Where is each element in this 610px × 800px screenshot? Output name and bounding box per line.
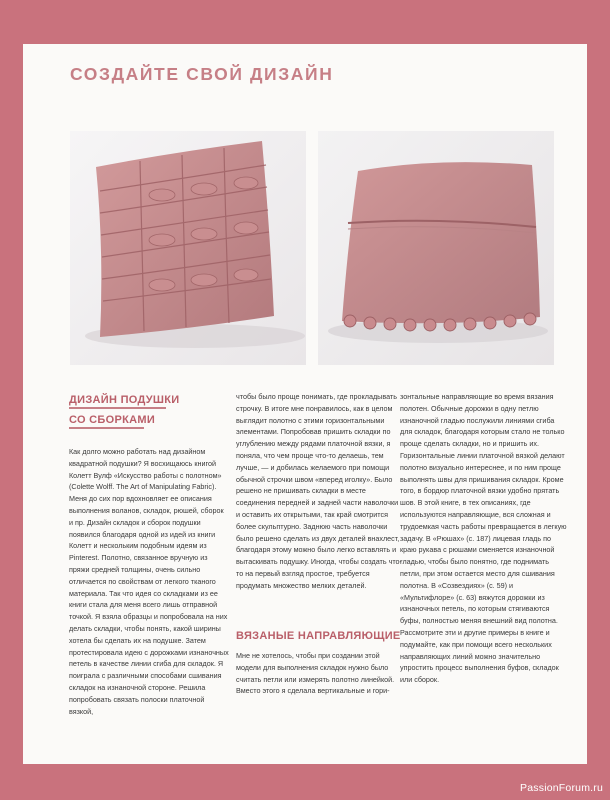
watermark: PassionForum.ru (520, 782, 603, 794)
page-title: СОЗДАЙТЕ СВОЙ ДИЗАЙН (70, 64, 334, 84)
column-2-text: чтобы было проще понимать, где прокладывать строчку. В итоге мне понравилось, как в целом выглядит полотно с этими горизонтальными элементами. Попробовав пришить складки по углублению между рядами платочной вязки, я поняла, что чем проще что-то делаешь, тем лучше, — и добилась желаемого при помощи обычной строчки швом «вперед иголку». Было решено не пришивать складки в месте соединения передней и задней части наволочки и оставить их открытыми, так край смотрится более скульптурно. Заднюю часть наволочки было решено сделать из двух деталей внахлест, благодаря этому можно было легко вставлять и вытаскивать подушку. Иногда, чтобы создать что-то на первый взгляд простое, требуется продумать множество мелких деталей. (236, 392, 402, 590)
magazine-page (23, 44, 587, 764)
photo-pillow-back (318, 131, 554, 365)
pillow-front-illustration (70, 131, 306, 365)
heading-underline-1 (69, 407, 166, 409)
photo-pillow-front (70, 131, 306, 365)
heading-underline-2 (69, 427, 144, 429)
column-2-text-continued: Мне не хотелось, чтобы при создании этой модели для выполнения складок нужно было считать петли или измерять полотно линейкой. Вместо этого я сделала вертикальные и гори- (236, 651, 395, 696)
pillow-back-illustration (318, 131, 554, 365)
column-1-text: Как долго можно работать над дизайном квадратной подушки? Я восхищаюсь книгой Колетт Вулф «Искусство работы с полотном» (Colette Wolff. The Art of Manipulating Fabric). Меня до сих пор вдохновляет ее описания выполнения воланов, складок, рюшей, сборок и пр. Дизайн складок и сборок подушки появился благодаря одной из идей из книги Колетт и нескольким подобным идеям из Pinterest. Полотно, связанное вручную из пряжи средней толщины, очень сильно отличается по свойствам от легкого тканого материала. Так что идея со складками из ее книги стала для меня всего лишь отправной точкой. Я взяла образцы и попробовала на них делать складки, чтобы понять, какой ширины хотела бы сделать их на подушке. Затем протестировала идею с дорожками изнаночных петель в качестве линии сгиба для складок. Я поиграла с различными способами сшивания складок на изнаночной стороне. Решила попробовать связать полоски платочной вязкой, (69, 447, 229, 716)
section-heading-guides: ВЯЗАНЫЕ НАПРАВЛЯЮЩИЕ (236, 630, 401, 642)
column-3-text: зонтальные направляющие во время вязания полотен. Обычные дорожки в одну петлю изнаночной гладью послужили линиями сгиба для складок, благодаря которым стало не только проще сделать складки, но и пришить их. Горизонтальные линии платочной вязкой делают полотно визуально интереснее, и по ним проще выполнять швы для пришивания складок. Кроме того, в бордюр платочной вязки удобно прятать шов. В этой книге, в тех описаниях, где используются направляющие, вся сложная и трудоемкая часть работы превращается в легкую задачу. В «Рюшах» (с. 187) лицевая гладь по краю рукава с рюшами сменяется изнаночной гладью, чтобы было понятно, где поднимать петли, при этом остается место для сшивания полотна. В «Созвездиях» (с. 59) и «Мультифлоре» (с. 63) вяжутся дорожки из изнаночных петель, по которым стягиваются буфы, полностью меняя внешний вид полотна. Рассмотрите эти и другие примеры в книге и подумайте, как при помощи всего нескольких направляющих линий можно значительно упростить процесс выполнения буфов, складок или сборок. (400, 392, 567, 685)
section-heading-line1: ДИЗАЙН ПОДУШКИ (69, 394, 180, 406)
section-heading-line2: СО СБОРКАМИ (69, 414, 156, 426)
